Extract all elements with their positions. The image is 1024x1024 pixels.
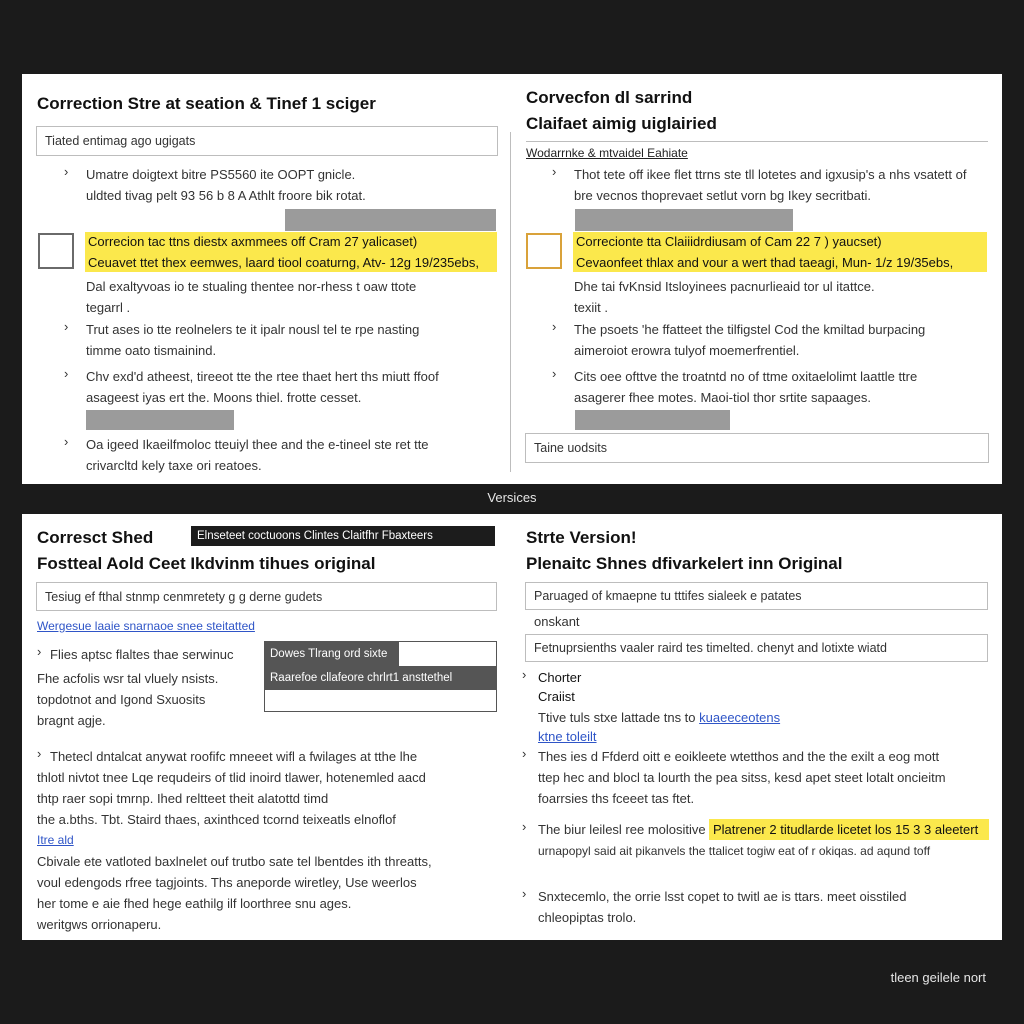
chevron-right-icon: › — [37, 644, 42, 659]
chevron-right-icon: › — [64, 434, 69, 449]
panel-title: Correction Stre at seation & Tinef 1 sciger — [37, 94, 376, 113]
paragraph: thlotl nivtot tnee Lqe requdeirs of tlid inoird tlawer, hotenemled aacd thtp raer sopi tmrnp. Ihed reltteet theit alatottd timd the a.bths. Tbt. Staird thaes, axinthced tcornd teixeatls elnoflof — [37, 770, 426, 827]
panel-subtitle: Plenaitc Shnes dfivarkelert inn Original — [526, 554, 843, 573]
panel-title: Strte Version! — [526, 528, 637, 547]
list-item-text: Fhe acfolis wsr tal vluely nsists. topdotnot and Igond Sxuosits bragnt agje. — [37, 671, 219, 728]
sub-item: Craiist — [538, 689, 575, 704]
header-rule — [526, 141, 988, 142]
section-link[interactable]: Wergesue laaie snarnaoe snee steitatted — [37, 619, 255, 633]
chevron-right-icon: › — [522, 819, 527, 834]
panel-top-right — [510, 74, 1002, 484]
section-heading: Wodarrnke & mtvaidel Eahiate — [526, 146, 688, 160]
list-item: Thot tete off ikee flet ttrns ste tll lotetes and igxusip's a nhs vsatett of bre vecnos thoprevaet setlut vorn bg Ikey secritbati. — [574, 167, 967, 203]
dropdown-option[interactable]: Dowes Tlrang ord sixte — [265, 642, 399, 666]
checkbox[interactable] — [38, 233, 74, 269]
chevron-right-icon: › — [552, 366, 557, 381]
list-item: Dhe tai fvKnsid Itsloyinees pacnurlieaid tor ul itattce. texiit . — [574, 279, 875, 315]
list-item: Trut ases io tte reolnelers te it ipalr nousl tel te rpe nasting timme oato tismainind. — [86, 322, 420, 358]
chevron-right-icon: › — [552, 319, 557, 334]
text-input[interactable]: Fetnuprsienths vaaler raird tes timelted. chenyt and lotixte wiatd — [525, 634, 988, 662]
chevron-right-icon: › — [64, 366, 69, 381]
redaction-bar — [86, 410, 234, 430]
chevron-right-icon: › — [37, 746, 42, 761]
panel-top-left — [22, 74, 510, 484]
list-item: Umatre doigtext bitre PS5560 ite OOPT gnicle. uldted tivag pelt 93 56 b 8 A Athlt froore bik rotat. — [86, 167, 366, 203]
checkbox[interactable] — [526, 233, 562, 269]
chevron-right-icon: › — [64, 319, 69, 334]
search-input[interactable]: Tesiug ef fthal stnmp cenmretety g g derne gudets — [36, 582, 497, 611]
link-line: Ttive tuls stxe lattade tns to kuaeeceotens — [538, 710, 781, 725]
search-input[interactable]: Tiated entimag ago ugigats — [36, 126, 498, 156]
inline-link[interactable]: ktne toleilt — [538, 729, 597, 744]
footer-text: tleen geilele nort — [890, 970, 986, 985]
highlighted-correction: Correcionte tta Claiiidrdiusam of Cam 22 7 ) yaucset) Cevaonfeet thlax and vour a wert thad taeagi, Mun- 1/z 19/35ebs, — [576, 234, 954, 270]
redaction-bar — [575, 410, 730, 430]
list-item: Cits oee ofttve the troatntd no of ttme oxitaelolimt laattle ttre asagerer fhee motes. Maoi-tiol thor srtite sapaages. — [574, 369, 918, 405]
text-input[interactable]: Paruaged of kmaepne tu tttifes sialeek e patates — [525, 582, 988, 610]
dropdown-option[interactable]: Raarefoe cllafeore chrlrt1 ansttethel — [265, 666, 496, 690]
list-item: Dal exaltyvoas io te stualing thentee nor-rhess t oaw ttote tegarrl . — [86, 279, 417, 315]
chevron-right-icon: › — [522, 746, 527, 761]
chevron-right-icon: › — [64, 164, 69, 179]
inline-link[interactable]: Itre ald — [37, 833, 74, 847]
panel-title: Corvecfon dl sarrind — [526, 88, 693, 107]
list-item-text: urnapopyl said ait pikanvels the ttalicet togiw eat of r okiqas. ad aqund toff — [538, 844, 931, 858]
paragraph: Snxtecemlo, the orrie lsst copet to twitl ae is ttars. meet oisstiled chleopiptas trolo. — [538, 889, 907, 925]
plain-text: onskant — [534, 614, 580, 629]
panel-subtitle: Fostteal Aold Ceet Ikdvinm tihues original — [37, 554, 376, 573]
paragraph: Thetecl dntalcat anywat roofifc mneeet wifl a fwilages at tthe lhe — [50, 749, 418, 764]
paragraph: Cbivale ete vatloted baxlnelet ouf trutbo sate tel lbentdes ith threatts, voul edengods rfree tagjoints. Ths aneporde wiretley, Use weerlos her tome e aie fhed hege eathilg ilf loorthree snu ages. weritgws orrionaperu. — [37, 854, 432, 932]
sub-item: Chorter — [538, 670, 582, 685]
redaction-bar — [575, 209, 793, 231]
inline-link[interactable]: kuaeeceotens — [699, 710, 781, 725]
list-item: The psoets 'he ffatteet the tilfigstel Cod the kmiltad burpacing aimeroiot erowra tulyof moemerfrentiel. — [574, 322, 926, 358]
column-divider — [510, 132, 511, 472]
dark-badge: Elnseteet coctuoons Clintes Claitfhr Fbaxteers — [191, 526, 495, 546]
chevron-right-icon: › — [552, 164, 557, 179]
panel-bottom-left — [22, 514, 510, 940]
versions-label: Versiсes — [487, 490, 537, 505]
list-item: The biur leilesl ree molositive — [538, 822, 706, 837]
panel-title: Corresct Shed — [37, 528, 154, 547]
dropdown-menu[interactable] — [264, 641, 497, 712]
panel-bottom-right — [510, 514, 1002, 940]
list-item: Flies aptsc flaltes thae serwinuc — [50, 647, 234, 662]
highlighted-correction: Correcion tac ttns diestx axmmees off Cram 27 yalicaset) Ceuavet ttet thex eemwes, laard tiool coaturng, Atv- 12g 19/235ebs, — [88, 234, 479, 270]
highlighted-correction: Platrener 2 titudlarde licetet los 15 3 3 aleetert — [713, 822, 979, 837]
list-item: Chv exd'd atheest, tireeot tte the rtee thaet hert ths miutt ffoof asageest iyas ert the. Moons thiel. frotte cesset. — [86, 369, 439, 405]
paragraph: Thes ies d Ffderd oitt e eoikleete wtetthos and the the exilt a eog mott ttep hec and blocl ta lourth the pea sitss, kesd apet steet lotalt oncieitm foarrsies ths fceeet tas ftet. — [538, 749, 946, 806]
redaction-bar — [285, 209, 496, 231]
chevron-right-icon: › — [522, 667, 527, 682]
list-item: Oa igeed Ikaeilfmoloc tteuiyl thee and the e-tineel ste ret tte crivarcltd kely taxe ori reatoes. — [86, 437, 429, 473]
chevron-right-icon: › — [522, 886, 527, 901]
panel-subtitle: Claifaet aimig uiglairied — [526, 114, 717, 133]
text-input[interactable]: Taine uodsits — [525, 433, 989, 463]
